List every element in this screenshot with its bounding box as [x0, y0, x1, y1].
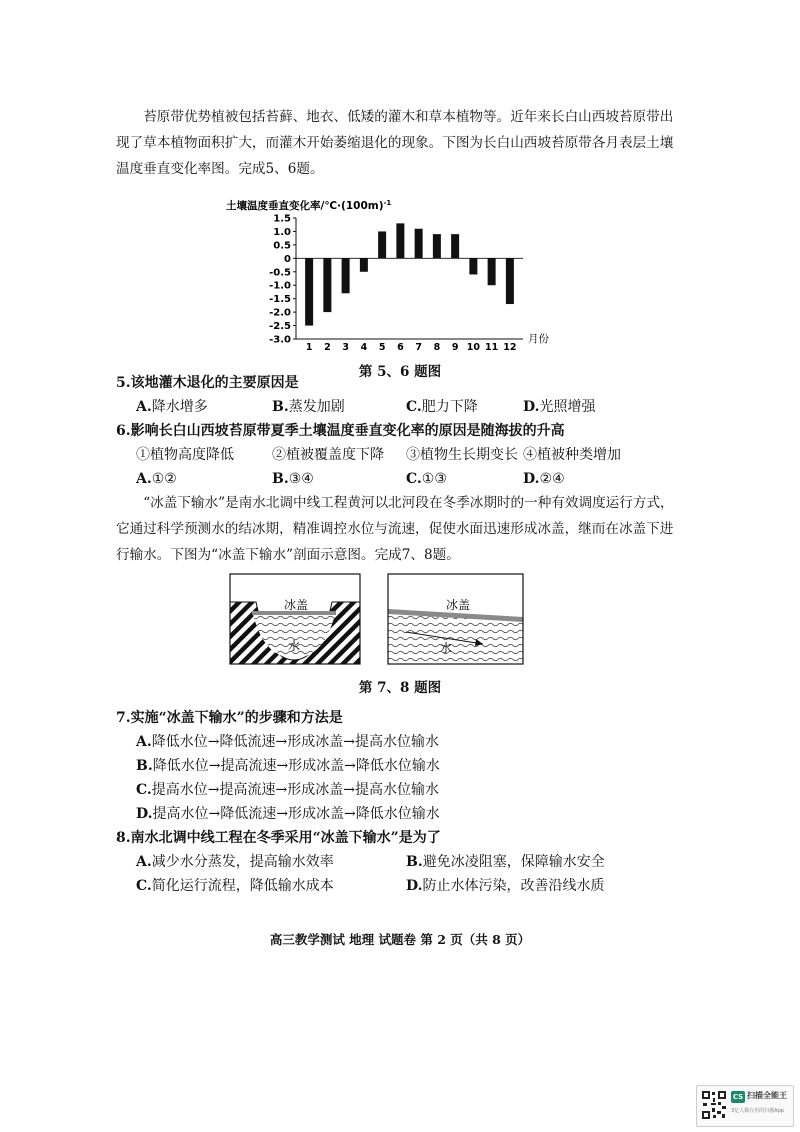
scanner-app-name: 扫描全能王: [747, 1091, 787, 1100]
chart-x-tick-label: 9: [451, 342, 459, 353]
q6-option-c[interactable]: C.①③: [406, 471, 447, 487]
passage-1: 苔原带优势植被包括苔藓、地衣、低矮的灌木和草本植物等。近年来长白山西坡苔原带出现了草本植物面积扩大，而灌木开始萎缩退化的现象。下图为长白山西坡苔原带各月表层土壤温度垂直变化率图。完成5、6题。: [116, 109, 674, 177]
q7-option-a[interactable]: A.降低水位→降低流速→形成冰盖→提高水位输水: [136, 734, 439, 750]
scanner-badge: [696, 1085, 794, 1127]
q8-option-d[interactable]: D.防止水体污染，改善沿线水质: [406, 878, 605, 894]
chart-x-tick-label: 11: [485, 342, 499, 353]
question-5-stem: 5.该地灌木退化的主要原因是: [116, 375, 299, 391]
chart-x-tick-label: 7: [415, 342, 422, 353]
q6-item-2: ②植被覆盖度下降: [272, 447, 384, 463]
chart-bar-month-7: [415, 229, 423, 259]
chart-bar-month-2: [323, 258, 331, 312]
q7-option-c[interactable]: C.提高水位→提高流速→形成冰盖→提高水位输水: [136, 782, 439, 798]
chart-y-tick-label: 1.0: [273, 226, 291, 238]
chart-bar-month-12: [506, 258, 514, 304]
chart-y-tick-label: -2.0: [269, 307, 291, 319]
question-8-stem: 8.南水北调中线工程在冬季采用“冰盖下输水”是为了: [116, 830, 441, 846]
chart-x-tick-label: 6: [397, 342, 404, 353]
chart-y-tick-label: 1.5: [273, 213, 291, 225]
chart-y-tick-label: -1.0: [269, 280, 291, 292]
q7-option-b[interactable]: B.降低水位→提高流速→形成冰盖→降低水位输水: [136, 758, 440, 774]
chart-bar-month-8: [433, 234, 441, 258]
q5-option-d[interactable]: D.光照增强: [523, 399, 596, 415]
question-7-stem: 7.实施“冰盖下输水”的步骤和方法是: [116, 710, 343, 726]
q6-option-b[interactable]: B.③④: [272, 471, 314, 487]
scanner-tagline: 3亿人都在用的扫描App: [731, 1108, 784, 1114]
q6-item-1: ①植物高度降低: [136, 447, 234, 463]
chart-y-tick-label: 0.5: [273, 240, 291, 252]
q6-item-3: ③植物生长期变长: [406, 447, 518, 463]
chart-y-tick-label: -3.0: [269, 334, 291, 346]
chart-x-tick-label: 3: [342, 342, 349, 353]
chart-x-tick-label: 8: [433, 342, 441, 353]
q5-option-c[interactable]: C.肥力下降: [406, 399, 478, 415]
passage-2: “冰盖下输水”是南水北调中线工程黄河以北河段在冬季冰期时的一种有效调度运行方式，它通过科学预测水的结冰期，精准调控水位与流速，促使水面迅速形成冰盖，继而在冰盖下进行输水。下图为“冰盖下输水”剖面示意图。完成7、8题。: [116, 495, 674, 563]
q6-option-a[interactable]: A.①②: [136, 471, 177, 487]
q8-option-a[interactable]: A.减少水分蒸发，提高输水效率: [136, 854, 334, 870]
q7-option-d[interactable]: D.提高水位→降低流速→形成冰盖→降低水位输水: [136, 806, 440, 822]
figure-1-caption: 第 5、6 题图: [358, 364, 442, 380]
chart-x-tick-label: 2: [324, 342, 331, 353]
q6-option-d[interactable]: D.②④: [523, 471, 565, 487]
chart-bar-month-10: [469, 258, 477, 274]
chart-bar-month-9: [451, 234, 459, 258]
q5-option-b[interactable]: B.蒸发加剧: [272, 399, 345, 415]
question-6-stem: 6.影响长白山西坡苔原带夏季土壤温度垂直变化率的原因是随海拔的升高: [116, 423, 565, 439]
chart-x-tick-label: 10: [466, 342, 480, 353]
q8-option-c[interactable]: C.简化运行流程，降低输水成本: [136, 878, 334, 894]
chart-x-tick-label: 4: [360, 342, 368, 353]
chart-y-tick-label: 0: [284, 253, 291, 265]
q8-option-b[interactable]: B.避免冰凌阻塞，保障输水安全: [406, 854, 605, 870]
chart-bar-month-1: [305, 258, 313, 325]
water-label-right: 水: [440, 641, 453, 655]
chart-bar-month-6: [396, 223, 404, 258]
ice-label-left: 冰盖: [284, 598, 309, 612]
chart-x-tick-label: 1: [305, 342, 313, 353]
qr-code-icon: [701, 1090, 727, 1120]
longitudinal-panel: [388, 574, 523, 664]
soil-temp-chart: [210, 196, 590, 356]
water-label-left: 水: [288, 639, 301, 653]
page-footer: 高三教学测试 地理 试题卷 第 2 页（共 8 页）: [269, 932, 531, 947]
chart-y-tick-label: -2.5: [269, 321, 291, 333]
chart-xlabel: 月份: [528, 333, 549, 345]
q5-option-a[interactable]: A.降水增多: [136, 399, 208, 415]
figure-2-caption: 第 7、8 题图: [358, 680, 442, 696]
chart-x-tick-label: 12: [503, 342, 517, 353]
chart-y-tick-label: -0.5: [269, 267, 291, 279]
chart-bar-month-11: [488, 258, 496, 285]
chart-x-tick-label: 5: [378, 342, 386, 353]
chart-bar-month-4: [360, 258, 368, 271]
ice-cover-diagram: [228, 572, 528, 666]
chart-bar-month-3: [342, 258, 350, 293]
chart-y-tick-label: -1.5: [269, 294, 291, 306]
ice-label-right: 冰盖: [446, 598, 471, 612]
cs-logo-icon: CS: [732, 1093, 744, 1101]
chart-bar-month-5: [378, 231, 386, 258]
q6-item-4: ④植被种类增加: [523, 447, 621, 463]
chart-ylabel: 土壤温度垂直变化率$/℃\cdot(100m)^{-1}$: [226, 199, 392, 212]
